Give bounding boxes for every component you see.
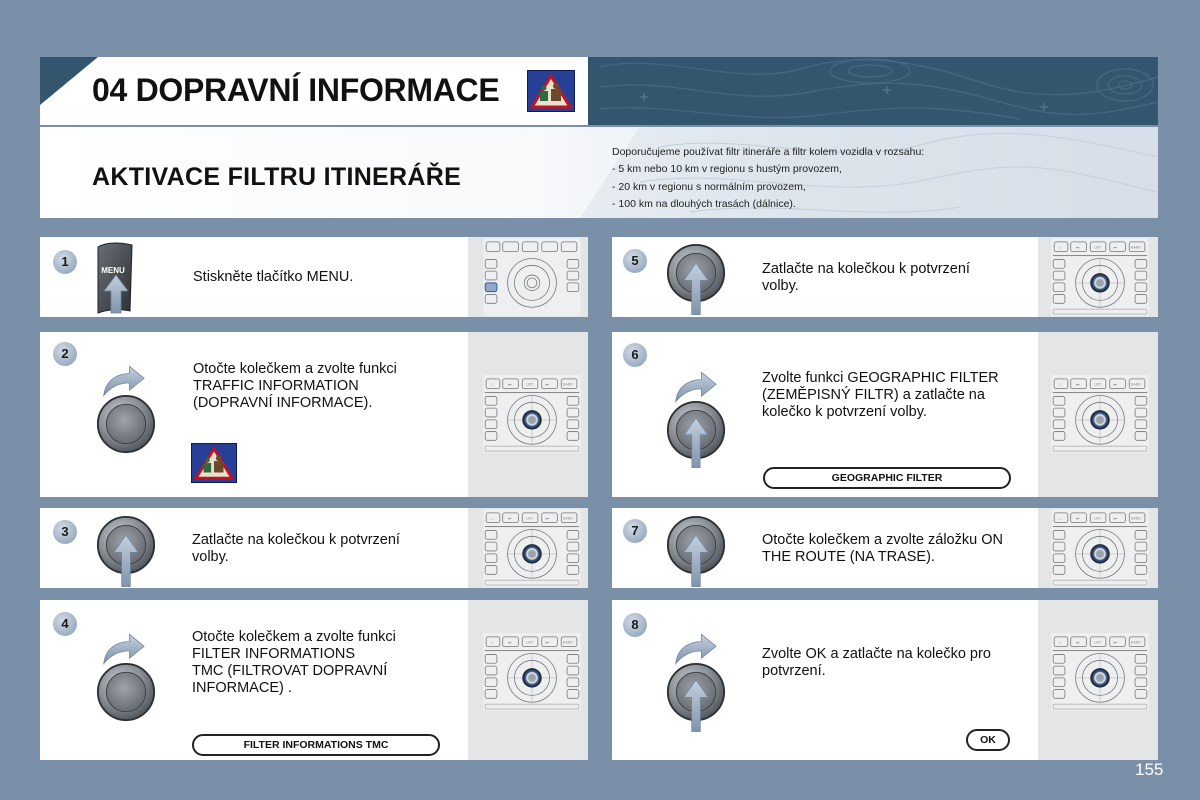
note-line: - 5 km nebo 10 km v regionu s hustým provozem,	[612, 163, 842, 176]
step-instruction	[193, 269, 353, 286]
instruction-line: (DOPRAVNÍ INFORMACE).	[193, 395, 373, 411]
radio-control-panel-illustration	[478, 375, 586, 453]
page-number: 155	[1135, 760, 1164, 779]
instruction-line: (ZEMĚPISNÝ FILTR) a zatlačte na	[762, 387, 985, 403]
step-number-badge: 4	[53, 612, 77, 636]
step-number-badge: 5	[623, 249, 647, 273]
ok-option-label: OK	[966, 729, 1010, 751]
menu-button-press-icon	[94, 241, 134, 315]
menu-label: MENU	[101, 266, 125, 275]
step-instruction	[762, 532, 1003, 566]
section-title: AKTIVACE FILTRU ITINERÁŘE	[92, 163, 462, 191]
radio-control-panel-illustration	[478, 633, 586, 711]
step-number-badge: 2	[53, 342, 77, 366]
instruction-line: INFORMACE) .	[192, 680, 292, 696]
step-instruction	[192, 629, 396, 697]
recommendation-note	[612, 144, 924, 213]
radio-control-panel-illustration	[1046, 633, 1154, 711]
step-number-badge: 3	[53, 520, 77, 544]
instruction-line: Zatlačte na kolečkou k potvrzení	[762, 261, 970, 277]
instruction-line: TMC (FILTROVAT DOPRAVNÍ	[192, 663, 388, 679]
press-arrow-icon	[682, 263, 710, 315]
traffic-warning-icon	[191, 443, 237, 483]
instruction-line: THE ROUTE (NA TRASE).	[762, 549, 935, 565]
radio-control-panel-illustration	[1046, 509, 1154, 587]
step-instruction	[762, 370, 999, 421]
instruction-line: kolečko k potvrzení volby.	[762, 404, 927, 420]
instruction-line: TRAFFIC INFORMATION	[193, 378, 359, 394]
menu-option-label: FILTER INFORMATIONS TMC	[192, 734, 440, 756]
step-instruction	[193, 361, 397, 412]
traffic-warning-icon	[527, 70, 575, 112]
note-line: Doporučujeme používat filtr itineráře a filtr kolem vozidla v rozsahu:	[612, 146, 925, 158]
press-arrow-icon	[682, 418, 710, 468]
instruction-line: Zvolte OK a zatlačte na kolečko pro	[762, 646, 991, 662]
dial-knob-icon	[96, 662, 156, 722]
step-instruction	[762, 261, 970, 295]
dial-knob-icon	[96, 394, 156, 454]
instruction-line: Otočte kolečkem a zvolte funkci	[192, 629, 396, 645]
radio-control-panel-illustration	[478, 509, 586, 587]
radio-control-panel-illustration	[478, 238, 586, 316]
press-arrow-icon	[682, 535, 710, 587]
press-arrow-icon	[112, 535, 140, 587]
step-number-badge: 7	[623, 519, 647, 543]
step-number-badge: 1	[53, 250, 77, 274]
instruction-line: Stiskněte tlačítko MENU.	[193, 269, 354, 285]
press-arrow-icon	[682, 680, 710, 732]
radio-control-panel-illustration	[1046, 238, 1154, 316]
instruction-line: volby.	[192, 549, 229, 565]
instruction-line: Zatlačte na kolečkou k potvrzení	[192, 532, 400, 548]
menu-option-label: GEOGRAPHIC FILTER	[763, 467, 1011, 489]
radio-control-panel-illustration	[1046, 375, 1154, 453]
step-number-badge: 6	[623, 343, 647, 367]
instruction-line: Otočte kolečkem a zvolte záložku ON	[762, 532, 1003, 548]
instruction-line: volby.	[762, 278, 799, 294]
step-instruction	[762, 646, 991, 680]
instruction-line: Zvolte funkci GEOGRAPHIC FILTER	[762, 370, 999, 386]
note-line: - 20 km v regionu s normálním provozem,	[612, 180, 806, 193]
instruction-line: Otočte kolečkem a zvolte funkci	[193, 361, 397, 377]
step-instruction	[192, 532, 400, 566]
instruction-line: potvrzení.	[762, 663, 826, 679]
step-number-badge: 8	[623, 613, 647, 637]
page-title: 04 DOPRAVNÍ INFORMACE	[92, 72, 500, 108]
note-line: - 100 km na dlouhých trasách (dálnice).	[612, 197, 796, 210]
instruction-line: FILTER INFORMATIONS	[192, 646, 355, 662]
